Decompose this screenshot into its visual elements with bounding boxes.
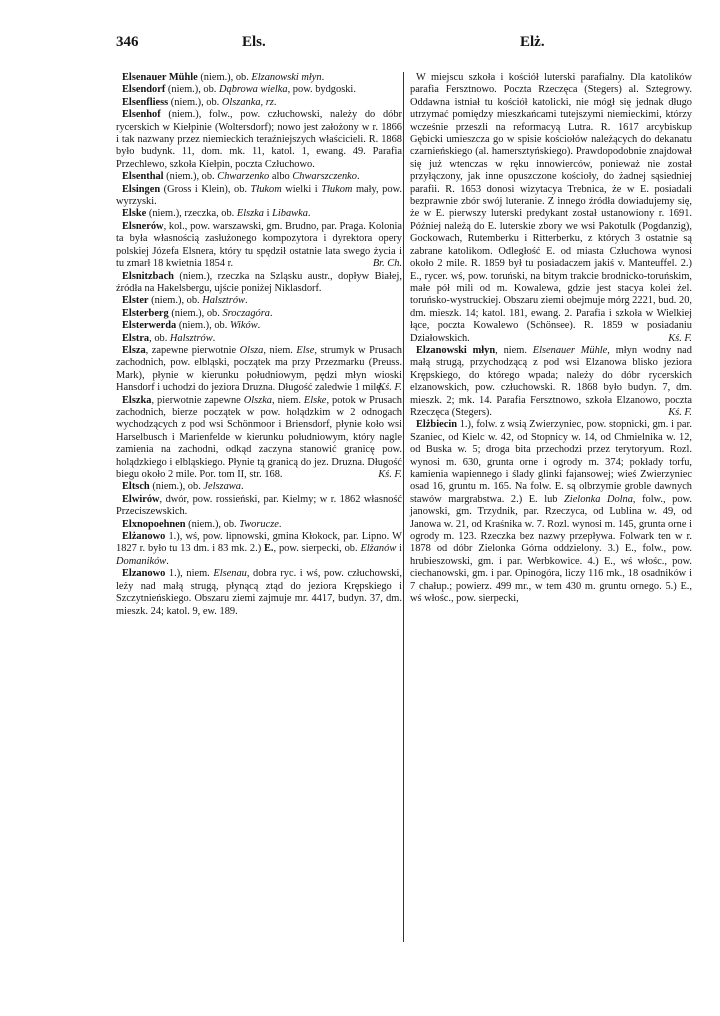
entry-headword-abbrev: E. xyxy=(264,543,274,555)
dictionary-entry xyxy=(116,84,402,96)
entry-reference: Wików xyxy=(229,320,258,332)
entry-text: , dwór, pow. rossieński, par. Kielmy; w r. 1862 własność Przeciszewskich. xyxy=(116,493,402,518)
dictionary-entry xyxy=(116,395,402,482)
dictionary-entry xyxy=(116,295,402,307)
entry-signature: Kś. F. xyxy=(378,469,402,481)
entry-reference: Tworucze xyxy=(239,518,279,530)
entry-reference: Halsztrów xyxy=(202,295,245,307)
entry-text: . xyxy=(257,320,261,332)
entry-reference: Elsenauer Mühle xyxy=(532,344,608,356)
entry-text: 1.), niem. xyxy=(165,568,214,580)
dictionary-entry xyxy=(116,345,402,395)
entry-text: , strumyk w Prusach zachodnich, pow. elbląski, początek ma przy Przezmarku (Preuss. Mark), płynie w kierunku południowym, pędzi młyn wioski Hansdorf i uchodzi do jeziora Druzna. Długość zaledwie 1 milę. xyxy=(116,344,402,394)
entry-text: (niem.), folw., pow. człuchowski, należy do dóbr rycerskich w Kiełpinie (Woltersdorf); nowo jest założony w r. 1866 i tak nazwany przez niemieckich teraźniejszych właścicieli. R. 1868 było budynk. 11, dom. mk. 11, katol. 1, ewang. 49. Parafia Przechlewo, szkoła Kiełpin, poczta Człuchowo. xyxy=(116,109,402,170)
entry-reference: Elszka xyxy=(236,208,264,220)
page-number: 346 xyxy=(116,34,139,50)
entry-reference: Olszka xyxy=(243,394,273,406)
running-header xyxy=(112,34,687,54)
right-column xyxy=(410,72,692,606)
dictionary-entry xyxy=(410,419,692,605)
entry-headword: Elzanowo xyxy=(122,568,166,580)
entry-reference: Halsztrów xyxy=(169,332,213,344)
entry-headword: Elsenauer Mühle xyxy=(122,72,198,83)
entry-text: . xyxy=(166,555,169,567)
entry-reference: Olszanka, rz xyxy=(221,96,274,108)
entry-reference: Domaników xyxy=(116,555,167,567)
entry-text: W miejscu szkoła i kościół luterski parafialny. Dla katolików parafia Fersztnowo. Poczta Rzeczęca (Stegers) al. Sztegrowy. Oddawna istniał tu kościół katolicki, nie mógł się jednak długo utrzymać pomiędzy mieszkańcami tutejszymi niemieckimi, którzy wcześnie przeszli na reformacyą Lutra. R. 1617 arcybiskup Gębicki umieszcza go w spisie kościołów należących do dekanatu czarnieńskiego (al. hamersztyńskiego). Prawdopodobnie znajdował się już wtenczas w ręku innowierców, ponieważ nie został przyłączony, jak inne opuszczone kościoły, do żadnej sąsiedniej parafii. R. 1653 donosi wizytacya Trebnica, że w E. posiadali bezprawnie zbór swój luteranie. Z innego źródła dowiadujemy się, że w E. pierwszy luterski predykant został ustanowiony r. 1691. Później należą do E. luterskie zbory we wsi Pakotulk (Pogdanzig), Gockowach, Rutemberku i Ritterberku, z których 3 ostatnie są zabrane katolikom. Odległość E. od miasta Człuchowa wynosi około 2 mile. R. 1859 był tu posiadaczem jakiś v. Manteuffel. 2.) E., rycer. wś, pow. toruński, na bitym trakcie brodnicko-toruńskim, małe pół mili od m. Kowalewa, gdzie jest stacya kolei żel. toruńsko-wystruckiej. Obszaru ziemi obejmuje mórg 2221, bud. 20, dm. mieszk. 14; katol. 181, ewang. 2. Parafia i szkoła w Wielkiej łące, poczta Kowalewo (Schönsee). R. 1859 w posiadaniu Działowskich. xyxy=(410,72,692,344)
dictionary-entry xyxy=(116,72,402,84)
entry-headword: Elsenhof xyxy=(122,109,161,121)
entry-signature: Kś. F. xyxy=(378,382,402,394)
entry-headword: Elsnitzbach xyxy=(122,270,174,282)
entry-text: albo xyxy=(269,171,293,183)
entry-text: (niem.), ob. xyxy=(165,84,219,96)
entry-reference: Elsenau xyxy=(213,568,247,580)
entry-text: , dobra ryc. i wś, pow. człuchowski, leży nad małą strugą, płynącą ztąd do jeziora Krępskiego i Szczytnieńskiego. Obszaru ziemi zajmuje mr. 4417, budyn. 37, dm. mieszk. 24; katol. 9, ew. 189. xyxy=(116,568,402,617)
entry-text: , zapewne pierwotnie xyxy=(145,344,240,356)
entry-text: (niem.), ob. xyxy=(163,171,218,183)
entry-text: 1.), folw. z wsią Zwierzyniec, pow. stopnicki, gm. i par. Szaniec, od Kielc w. 42, od Stopnicy w. 14, od Chmielnika w. 12, od Buska w. 5; droga bita przechodzi przez terytoryum. Rozl. wynosi m. 630, grunta orne i ogrody m. 374; pokłady torfu, kamienia wapiennego i ślady glinki fajansowej; wieś Zwierzyniec osad 16, gruntu m. 165. Na folw. E. są olbrzymie groble dawnych stawów margrabstwa. 2.) E. lub xyxy=(410,419,692,505)
entry-text: (Gross i Klein), ob. xyxy=(160,183,251,195)
entry-text: mały, pow. wyrzyski. xyxy=(116,183,402,208)
column-divider xyxy=(403,72,404,942)
entry-text: , pow. bydgoski. xyxy=(287,84,356,96)
entry-text: , pierwotnie zapewne xyxy=(151,394,244,406)
entry-headword: Elsza xyxy=(122,344,146,356)
left-running-head: Els. xyxy=(242,34,266,50)
entry-text: , niem. xyxy=(495,344,533,356)
entry-text: . xyxy=(212,332,216,344)
entry-text: (niem.), ob. xyxy=(148,295,203,307)
entry-text: (niem.), ob. xyxy=(176,320,230,332)
entry-text: wielki i xyxy=(281,183,322,195)
entry-text: , młyn wodny nad małą strugą, przychodzącą z pod wsi Elzanowa blisko jeziora Krępskiego, do którego wpada; należy do dóbr rycerskich elzanowskich, pow. człuchowski. R. 1868 było budyn. 7, dm. mieszk. 2; mk. 14. Parafia Fersztnowo, szkoła Elzanowo, poczta Rzeczęca (Stegers). xyxy=(410,344,692,418)
entry-text: . xyxy=(278,518,282,530)
entry-text: , niem. xyxy=(272,394,304,406)
entry-text: (niem.), ob. xyxy=(197,72,252,83)
dictionary-entry xyxy=(116,97,402,109)
entry-reference: Zielonka Dolna xyxy=(564,493,633,505)
entry-text: , pow. sierpecki, ob. xyxy=(273,543,361,555)
entry-headword: Elsterberg xyxy=(122,307,169,319)
entry-text: , kol., pow. warszawski, gm. Brudno, par. Praga. Kolonia ta była własnością zasłużonego kompozytora i dyrektora opery polskiej Józefa Elsnera, który tu spędził ostatnie lata swego życia i tu zmarł 18 kwietnia 1854 r. xyxy=(116,220,402,270)
entry-text: i xyxy=(396,543,402,555)
entry-reference: Elżanów xyxy=(360,543,397,555)
dictionary-entry xyxy=(116,184,402,209)
entry-reference: Elzanowski młyn xyxy=(251,72,322,83)
dictionary-entry xyxy=(116,333,402,345)
entry-reference: Elske xyxy=(303,394,327,406)
entry-text: , ob. xyxy=(149,332,170,344)
dictionary-entry xyxy=(116,208,402,220)
entry-headword: Elwirów xyxy=(122,493,160,505)
entry-headword: Elxnopoehnen xyxy=(122,518,186,530)
entry-headword: Elsenfliess xyxy=(122,96,169,108)
entry-text: . xyxy=(269,307,273,319)
entry-text: (niem.), ob. xyxy=(149,481,204,493)
entry-reference: Else xyxy=(296,344,315,356)
entry-reference: Chwarzenko xyxy=(217,171,270,183)
entry-text: (niem.), ob. xyxy=(168,96,222,108)
entry-text: . xyxy=(321,72,325,83)
dictionary-entry xyxy=(116,531,402,568)
dictionary-entry xyxy=(116,320,402,332)
entry-headword: Elsendorf xyxy=(122,84,166,96)
entry-text: . xyxy=(307,208,311,220)
dictionary-entry xyxy=(116,171,402,183)
entry-reference: Olsza xyxy=(239,344,264,356)
entry-text: i xyxy=(264,208,273,220)
entry-headword: Elżbiecin xyxy=(416,419,457,431)
entry-text: , niem. xyxy=(263,344,297,356)
entry-headword: Elzanowski młyn xyxy=(416,344,496,356)
dictionary-entry xyxy=(116,494,402,519)
entry-headword: Elsterwerda xyxy=(122,320,177,332)
entry-reference: Tłukom xyxy=(250,183,282,195)
entry-signature: Kś. F. xyxy=(668,332,692,344)
entry-text: (niem.), rzeczka, ob. xyxy=(146,208,237,220)
entry-reference: Libawka xyxy=(272,208,308,220)
entry-headword: Elster xyxy=(122,295,149,307)
entry-text: (niem.), ob. xyxy=(168,307,223,319)
entry-headword: Elsnerów xyxy=(122,220,164,232)
entry-text: . xyxy=(240,481,244,493)
entry-headword: Elżanowo xyxy=(122,531,166,543)
entry-signature: Br. Ch. xyxy=(372,258,402,270)
entry-reference: Dąbrowa wielka xyxy=(219,84,288,96)
dictionary-entry xyxy=(116,481,402,493)
entry-headword: Elsenthal xyxy=(122,171,164,183)
left-column xyxy=(116,72,402,618)
entry-reference: Tłukom xyxy=(321,183,353,195)
entry-headword: Eltsch xyxy=(122,481,150,493)
entry-headword: Elstra xyxy=(122,332,150,344)
entry-text: . xyxy=(244,295,248,307)
dictionary-entry xyxy=(116,109,402,171)
entry-reference: Sroczagóra xyxy=(222,307,270,319)
entry-signature: Kś. F. xyxy=(668,407,692,418)
entry-reference: Jelszawa xyxy=(203,481,241,493)
entry-text: , folw., pow. janowski, gm. Trzydnik, par. Rzeczyca, od Lublina w. 49, od Janowa w. 21, od Kraśnika w. 7. Rozl. wynosi m. 145, grunta orne i ogrody m. 123. Rzeczka bez nazwy przepływa. Folwark ten w r. 1878 od dóbr Zielonka Górna oddzielony. 3.) E., folw., pow. hrubieszowski, gm. i par. Werbkowice. 4.) E., wś włośc., pow. ciechanowski, gm. i par. Opinogóra, liczy 116 mk., 18 osadników i 7 chałup.; powierz. 499 mr., w tem 430 m. gruntu ornego. 5.) E., wś włośc., pow. sierpecki, xyxy=(410,493,692,605)
entry-text: , potok w Prusach zachodnich, bierze początek w pow. holądzkim w 2 odnogach wychodzących z pod wsi Schönmoor i Briensdorf, płynie koło wsi Harselbusch i Marienfelde w kierunku południowym, który nagle zamienia na zachodni, odkąd zaczyna stanowić granicę pow. holądzkiego i elbląskiego. Płynie tą granicą do jez. Druzna. Długość biegu około 2 mile. Por. tom II, str. 168. xyxy=(116,394,402,481)
entry-headword: Elszka xyxy=(122,394,152,406)
dictionary-entry xyxy=(116,308,402,320)
dictionary-entry xyxy=(410,72,692,345)
entry-reference: Chwarszczenko xyxy=(292,171,357,183)
entry-text: (niem.), ob. xyxy=(185,518,240,530)
entry-text: . xyxy=(356,171,360,183)
dictionary-entry xyxy=(116,568,402,618)
right-running-head: Elż. xyxy=(520,34,545,50)
dictionary-entry xyxy=(116,519,402,531)
entry-headword: Elsingen xyxy=(122,183,161,195)
dictionary-entry xyxy=(116,271,402,296)
entry-text: 1.), wś, pow. lipnowski, gmina Kłokock, par. Lipno. W 1827 r. było tu 13 dm. i 83 mk. 2.) xyxy=(116,531,402,555)
entry-text: (niem.), rzeczka na Szląsku austr., dopływ Białej, źródła na Hakelsbergu, ujście poniżej Niklasdorf. xyxy=(116,270,402,294)
entry-text: . xyxy=(273,96,277,108)
entry-headword: Elske xyxy=(122,208,147,220)
